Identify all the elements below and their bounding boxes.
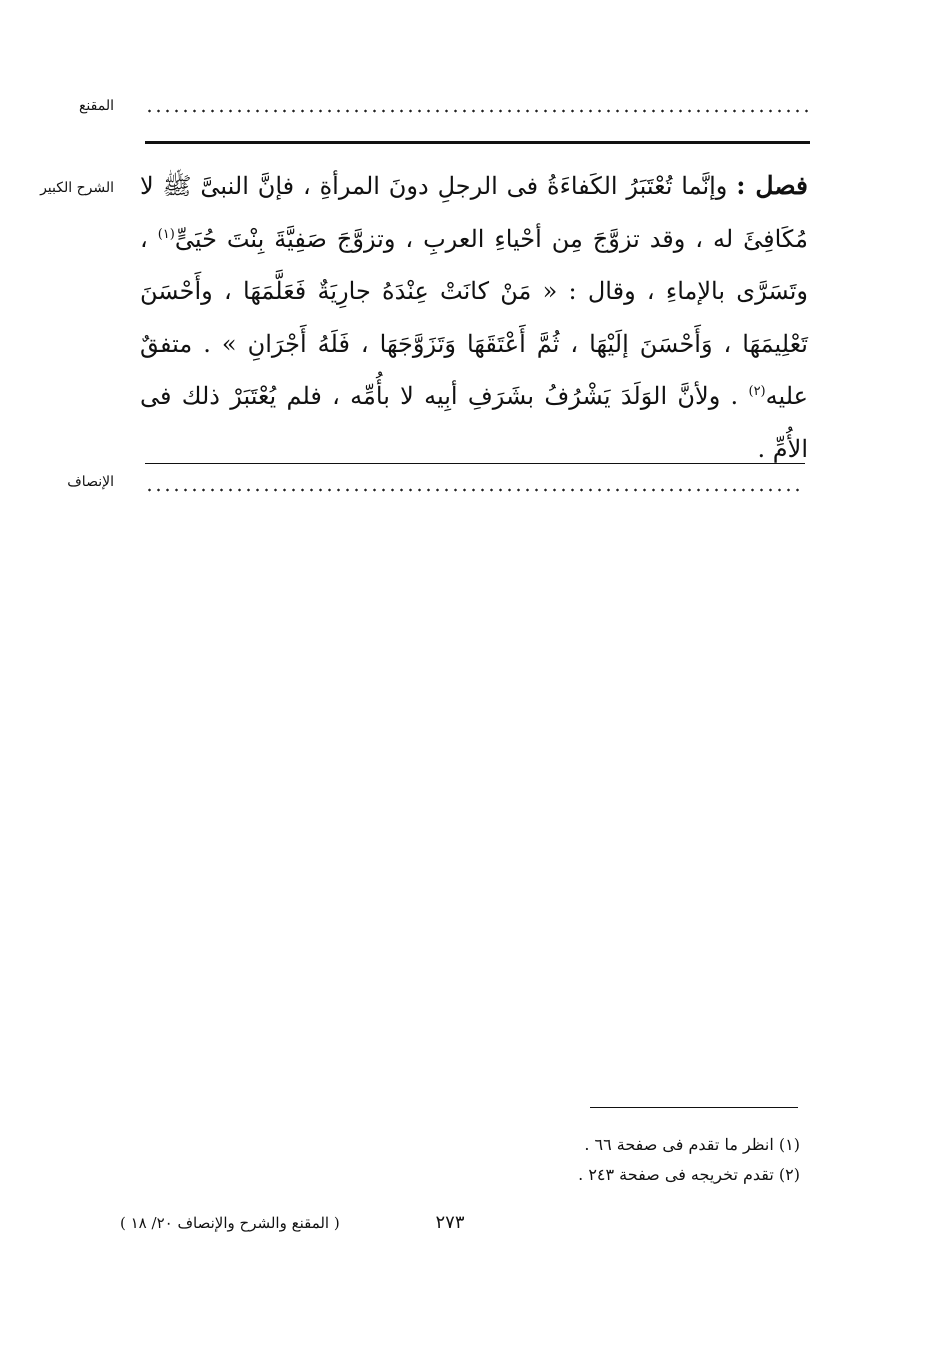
footnote-2: (٢) تقدم تخريجه فى صفحة ٢٤٣ . <box>578 1165 800 1184</box>
text-part-2: ، وتَسَرَّى بالإماءِ ، وقال : « مَنْ كانَتْ عِنْدَهُ جارِيَةٌ فَعَلَّمَهَا ، وأَحْسَنَ تَعْلِيمَهَا ، وَأَحْسَنَ إلَيْهَا ، ثُمَّ أَعْتَقَهَا وَتَزَوَّجَهَا ، فَلَهُ أَجْرَانِ » . متفقٌ عليه <box>140 224 808 410</box>
muqni-label: المقنع <box>78 98 114 114</box>
muqni-dotted-line <box>145 109 810 113</box>
footnote-1: (١) انظر ما تقدم فى صفحة ٦٦ . <box>584 1135 800 1154</box>
sharh-body <box>140 160 808 475</box>
sharh-label: الشرح الكبير <box>40 180 114 196</box>
text-part-1: وإنَّما تُعْتَبَرُ الكَفاءَةُ فى الرجلِ دونَ المرأةِ ، فإنَّ النبىَّ ﷺ لا مُكَافِئَ له ، وقد تزوَّجَ مِن أحْياءِ العربِ ، وتزوَّجَ صَفِيَّةَ بِنْتَ حُيَىٍّ <box>140 172 809 253</box>
page-number: ٢٧٣ <box>435 1212 465 1233</box>
text-part-3: . ولأنَّ الوَلَدَ يَشْرُفُ بشَرَفِ أبِيه لا بأُمِّه ، فلم يُعْتَبَرْ ذلك فى الأُمِّ . <box>140 382 808 463</box>
footnote-ref-1[interactable]: (١) <box>157 226 175 242</box>
insaf-label: الإنصاف <box>67 474 114 490</box>
running-reference: ( المقنع والشرح والإنصاف ٢٠/ ١٨ ) <box>120 1214 340 1232</box>
sharh-divider <box>145 463 805 464</box>
footnote-separator <box>590 1107 798 1108</box>
section-heading: فصل : <box>736 171 808 200</box>
footnotes <box>400 1130 800 1190</box>
muqni-divider <box>145 141 810 144</box>
sharh-paragraph <box>140 160 808 475</box>
insaf-dotted-line <box>145 488 805 492</box>
footnote-ref-2[interactable]: (٢) <box>748 384 766 399</box>
